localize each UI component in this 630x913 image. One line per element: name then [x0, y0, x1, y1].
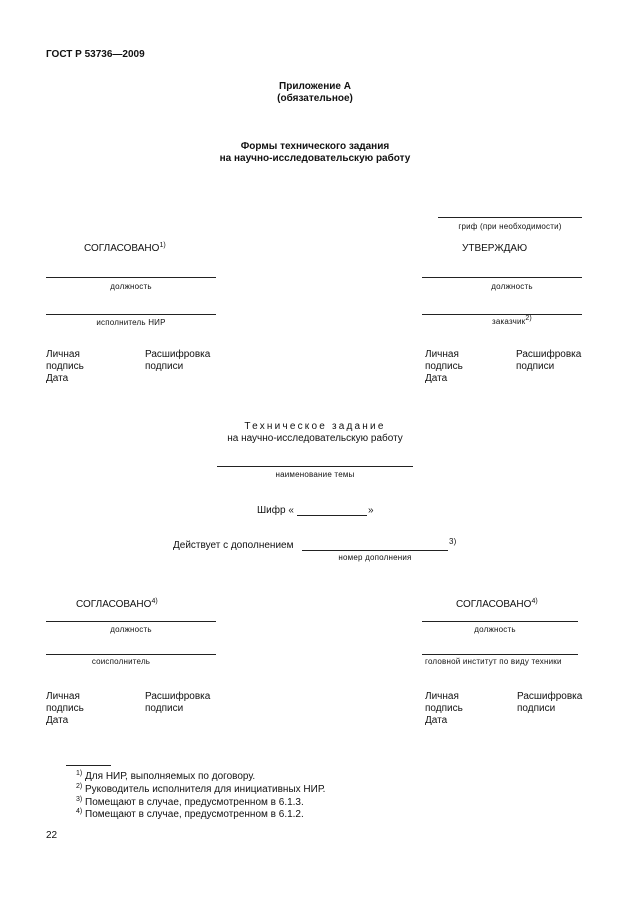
page-number: 22	[46, 830, 58, 841]
addendum-label: Действует с дополнением	[173, 540, 294, 551]
form-title-line1: Формы технического задания	[240, 141, 390, 152]
cipher-close: »	[368, 505, 374, 516]
cipher-label: Шифр «	[257, 505, 294, 516]
left-approval-heading: СОГЛАСОВАНО$^{1)}$	[84, 242, 166, 254]
right-position-line	[422, 277, 582, 278]
form-title-line2: на научно-исследовательскую работу	[219, 153, 411, 164]
bottom-left-position-caption: должность	[110, 625, 152, 634]
addendum-line	[302, 550, 448, 551]
footnote-4: $^{4)}$ Помещают в случае, предусмотренном в 6.1.2.	[76, 808, 304, 820]
footnote-ref-4a: 4)	[151, 598, 158, 605]
appendix-title: Приложение А	[279, 81, 351, 92]
stamp-line	[438, 217, 582, 218]
footnote-ref-1: 1)	[159, 242, 166, 249]
tz-title: Техническое задание	[244, 421, 386, 432]
cipher-line	[297, 515, 367, 516]
right-customer-line	[422, 314, 582, 315]
appendix-subtitle: (обязательное)	[277, 93, 353, 104]
right-customer-caption: заказчик$^{2)}$	[492, 315, 532, 326]
addendum-caption: номер дополнения	[338, 553, 412, 562]
footnote-ref-3: 3)	[449, 537, 457, 546]
footnote-ref-2: 2)	[525, 315, 532, 322]
bottom-right-signature-col: Личная подпись Дата	[425, 691, 463, 726]
bottom-left-position-line	[46, 621, 216, 622]
stamp-caption: гриф (при необходимости)	[458, 222, 562, 231]
footnote-1: $^{1)}$ Для НИР, выполняемых по договору.	[76, 770, 256, 782]
footnote-ref-4b: 4)	[531, 598, 538, 605]
bottom-right-approval-heading: СОГЛАСОВАНО$^{4)}$	[456, 598, 538, 610]
bottom-left-decoding-col: Расшифровка подписи	[145, 691, 211, 714]
footnote-2: $^{2)}$ Руководитель исполнителя для инициативных НИР.	[76, 783, 326, 795]
right-signature-col: Личная подпись Дата	[425, 349, 463, 384]
right-position-caption: должность	[491, 282, 533, 291]
topic-caption: наименование темы	[275, 470, 355, 479]
bottom-right-decoding-col: Расшифровка подписи	[517, 691, 583, 714]
footnote-separator	[66, 765, 111, 766]
left-position-caption: должность	[110, 282, 152, 291]
left-executor-caption: исполнитель НИР	[96, 318, 166, 327]
footnote-3: $^{3)}$ Помещают в случае, предусмотренном в 6.1.3.	[76, 796, 304, 808]
bottom-right-position-line	[422, 621, 578, 622]
bottom-left-approval-heading: СОГЛАСОВАНО$^{4)}$	[76, 598, 158, 610]
bottom-left-signature-col: Личная подпись Дата	[46, 691, 84, 726]
left-decoding-col: Расшифровка подписи	[145, 349, 211, 372]
right-decoding-col: Расшифровка подписи	[516, 349, 582, 372]
bottom-right-institute-caption: головной институт по виду техники	[425, 657, 562, 666]
left-executor-line	[46, 314, 216, 315]
left-signature-col: Личная подпись Дата	[46, 349, 84, 384]
bottom-right-institute-line	[422, 654, 578, 655]
tz-subtitle: на научно-исследовательскую работу	[227, 433, 403, 444]
left-position-line	[46, 277, 216, 278]
bottom-left-coexecutor-caption: соисполнитель	[91, 657, 151, 666]
document-id: ГОСТ Р 53736—2009	[46, 49, 145, 60]
topic-line	[217, 466, 413, 467]
bottom-right-position-caption: должность	[474, 625, 516, 634]
right-approve-heading: УТВЕРЖДАЮ	[462, 243, 528, 254]
bottom-left-coexecutor-line	[46, 654, 216, 655]
